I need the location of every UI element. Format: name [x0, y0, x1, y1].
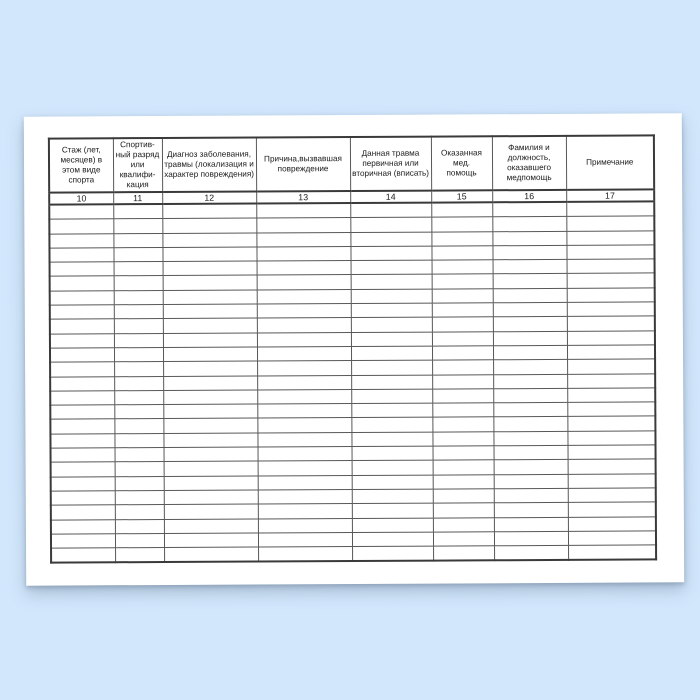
empty-cell	[567, 331, 655, 346]
column-header-11: Спортив- ный разряд или квалифи- кация	[113, 138, 162, 192]
empty-cell	[433, 489, 494, 504]
empty-cell	[51, 476, 115, 491]
empty-cell	[351, 418, 432, 433]
column-number-11: 11	[113, 192, 162, 204]
empty-cell	[114, 305, 163, 320]
column-header-15: Оказанная мед. помощь	[431, 136, 492, 190]
empty-cell	[114, 433, 163, 448]
empty-cell	[115, 462, 164, 477]
table-header	[49, 135, 654, 204]
empty-cell	[494, 546, 568, 561]
empty-cell	[257, 304, 351, 319]
empty-cell	[258, 461, 352, 476]
empty-cell	[350, 232, 431, 247]
empty-cell	[51, 448, 115, 463]
empty-cell	[163, 261, 257, 276]
empty-cell	[567, 373, 655, 388]
empty-cell	[162, 204, 256, 219]
empty-cell	[493, 388, 567, 403]
empty-cell	[567, 273, 655, 288]
empty-cell	[50, 362, 114, 377]
column-number-12: 12	[162, 192, 256, 204]
empty-cell	[432, 303, 493, 318]
empty-cell	[164, 547, 258, 562]
empty-cell	[568, 459, 656, 474]
empty-cell	[113, 219, 162, 234]
empty-cell	[568, 502, 656, 517]
empty-cell	[163, 361, 257, 376]
empty-cell	[257, 361, 351, 376]
empty-cell	[494, 460, 568, 475]
empty-cell	[433, 546, 494, 561]
empty-cell	[49, 233, 113, 248]
empty-cell	[432, 346, 493, 361]
empty-cell	[114, 419, 163, 434]
empty-cell	[432, 389, 493, 404]
empty-cell	[431, 202, 492, 217]
empty-cell	[163, 275, 257, 290]
column-number-13: 13	[256, 191, 350, 203]
empty-cell	[494, 531, 568, 546]
empty-cell	[567, 288, 655, 303]
empty-cell	[352, 518, 433, 533]
empty-cell	[163, 318, 257, 333]
table-body	[49, 201, 656, 563]
empty-cell	[431, 217, 492, 232]
empty-cell	[113, 233, 162, 248]
column-number-15: 15	[431, 190, 492, 202]
empty-cell	[433, 532, 494, 547]
empty-cell	[350, 246, 431, 261]
empty-cell	[163, 404, 257, 419]
empty-cell	[113, 247, 162, 262]
empty-cell	[257, 275, 351, 290]
empty-cell	[257, 289, 351, 304]
empty-cell	[49, 204, 113, 219]
empty-cell	[494, 445, 568, 460]
empty-cell	[164, 533, 258, 548]
empty-cell	[114, 405, 163, 420]
empty-cell	[50, 333, 114, 348]
empty-cell	[113, 204, 162, 219]
empty-cell	[568, 445, 656, 460]
empty-cell	[256, 218, 350, 233]
empty-cell	[568, 531, 656, 546]
empty-cell	[352, 475, 433, 490]
empty-cell	[566, 216, 654, 231]
empty-cell	[493, 260, 567, 275]
empty-cell	[114, 319, 163, 334]
empty-cell	[493, 331, 567, 346]
empty-cell	[494, 517, 568, 532]
empty-cell	[258, 504, 352, 519]
empty-cell	[164, 461, 258, 476]
empty-cell	[433, 474, 494, 489]
empty-cell	[432, 374, 493, 389]
column-header-13: Причина,вызвавшая повреждение	[256, 137, 350, 191]
empty-cell	[162, 233, 256, 248]
empty-row	[51, 545, 656, 563]
empty-cell	[567, 359, 655, 374]
empty-cell	[567, 316, 655, 331]
empty-cell	[493, 317, 567, 332]
empty-cell	[432, 331, 493, 346]
empty-cell	[568, 545, 656, 560]
empty-cell	[492, 231, 566, 246]
empty-cell	[494, 503, 568, 518]
column-number-10: 10	[49, 192, 113, 204]
empty-cell	[163, 376, 257, 391]
empty-cell	[115, 505, 164, 520]
document-sheet	[24, 113, 684, 585]
empty-cell	[257, 261, 351, 276]
empty-cell	[257, 432, 351, 447]
empty-cell	[351, 375, 432, 390]
empty-cell	[114, 390, 163, 405]
empty-cell	[114, 347, 163, 362]
empty-cell	[257, 375, 351, 390]
empty-cell	[115, 476, 164, 491]
empty-cell	[50, 391, 114, 406]
empty-cell	[115, 519, 164, 534]
empty-cell	[352, 446, 433, 461]
empty-cell	[352, 546, 433, 561]
empty-cell	[432, 260, 493, 275]
empty-cell	[258, 447, 352, 462]
empty-cell	[51, 519, 115, 534]
empty-cell	[566, 201, 654, 216]
empty-cell	[163, 347, 257, 362]
empty-cell	[162, 218, 256, 233]
empty-cell	[163, 304, 257, 319]
empty-cell	[51, 491, 115, 506]
empty-cell	[162, 247, 256, 262]
empty-cell	[351, 332, 432, 347]
empty-cell	[351, 360, 432, 375]
empty-cell	[351, 260, 432, 275]
empty-cell	[114, 276, 163, 291]
empty-cell	[257, 346, 351, 361]
injury-log-table	[48, 134, 657, 564]
empty-cell	[432, 274, 493, 289]
column-header-17: Примечание	[566, 135, 654, 189]
empty-cell	[431, 246, 492, 261]
empty-cell	[432, 289, 493, 304]
empty-cell	[50, 291, 114, 306]
empty-cell	[164, 447, 258, 462]
empty-cell	[50, 376, 114, 391]
empty-cell	[258, 532, 352, 547]
empty-cell	[352, 489, 433, 504]
empty-cell	[114, 333, 163, 348]
empty-cell	[493, 374, 567, 389]
empty-cell	[493, 288, 567, 303]
empty-cell	[567, 431, 655, 446]
column-number-14: 14	[350, 191, 431, 203]
empty-cell	[566, 245, 654, 260]
empty-cell	[493, 417, 567, 432]
empty-cell	[163, 333, 257, 348]
empty-cell	[493, 431, 567, 446]
empty-cell	[493, 403, 567, 418]
empty-cell	[257, 389, 351, 404]
empty-cell	[351, 432, 432, 447]
empty-cell	[258, 489, 352, 504]
column-header-14: Данная травма первичная или вторичная (вписать)	[350, 137, 431, 191]
column-header-12: Диагноз заболевания, травмы (локализация и характер повреждения)	[162, 138, 256, 192]
empty-cell	[50, 419, 114, 434]
empty-cell	[115, 533, 164, 548]
empty-cell	[432, 417, 493, 432]
empty-cell	[256, 203, 350, 218]
empty-cell	[567, 302, 655, 317]
empty-cell	[115, 448, 164, 463]
empty-cell	[114, 262, 163, 277]
empty-cell	[51, 505, 115, 520]
empty-cell	[351, 275, 432, 290]
empty-cell	[50, 305, 114, 320]
empty-cell	[351, 317, 432, 332]
empty-cell	[432, 432, 493, 447]
empty-cell	[493, 302, 567, 317]
empty-cell	[351, 289, 432, 304]
empty-cell	[115, 548, 164, 563]
empty-cell	[50, 348, 114, 363]
empty-cell	[568, 474, 656, 489]
empty-cell	[50, 276, 114, 291]
empty-cell	[257, 332, 351, 347]
empty-cell	[351, 303, 432, 318]
empty-cell	[258, 547, 352, 562]
empty-cell	[433, 460, 494, 475]
empty-cell	[431, 231, 492, 246]
empty-cell	[50, 434, 114, 449]
empty-cell	[164, 476, 258, 491]
empty-cell	[351, 346, 432, 361]
empty-cell	[432, 360, 493, 375]
empty-cell	[49, 219, 113, 234]
empty-cell	[433, 503, 494, 518]
empty-cell	[164, 504, 258, 519]
empty-cell	[257, 418, 351, 433]
empty-cell	[568, 488, 656, 503]
empty-cell	[567, 345, 655, 360]
empty-cell	[258, 518, 352, 533]
column-header-16: Фамилия и должность, оказавшего медпомощь	[492, 136, 566, 190]
empty-cell	[114, 376, 163, 391]
empty-cell	[492, 245, 566, 260]
empty-cell	[51, 548, 115, 563]
empty-cell	[352, 503, 433, 518]
column-number-17: 17	[566, 189, 654, 201]
empty-cell	[567, 388, 655, 403]
empty-cell	[49, 248, 113, 263]
empty-cell	[493, 360, 567, 375]
empty-cell	[163, 433, 257, 448]
empty-cell	[51, 534, 115, 549]
empty-cell	[352, 460, 433, 475]
empty-cell	[351, 389, 432, 404]
empty-cell	[163, 290, 257, 305]
empty-cell	[350, 217, 431, 232]
empty-cell	[433, 446, 494, 461]
empty-cell	[351, 403, 432, 418]
empty-cell	[492, 217, 566, 232]
empty-cell	[257, 318, 351, 333]
empty-cell	[350, 203, 431, 218]
empty-cell	[256, 246, 350, 261]
empty-cell	[50, 319, 114, 334]
empty-cell	[567, 259, 655, 274]
empty-cell	[164, 490, 258, 505]
empty-cell	[50, 405, 114, 420]
column-number-16: 16	[492, 190, 566, 202]
empty-cell	[494, 474, 568, 489]
empty-cell	[494, 488, 568, 503]
empty-cell	[432, 317, 493, 332]
empty-cell	[433, 517, 494, 532]
empty-cell	[492, 202, 566, 217]
empty-cell	[568, 516, 656, 531]
empty-cell	[256, 232, 350, 247]
empty-cell	[164, 519, 258, 534]
empty-cell	[493, 274, 567, 289]
empty-cell	[257, 404, 351, 419]
empty-cell	[115, 490, 164, 505]
empty-cell	[51, 462, 115, 477]
empty-cell	[567, 402, 655, 417]
empty-cell	[163, 418, 257, 433]
empty-cell	[432, 403, 493, 418]
empty-cell	[114, 362, 163, 377]
empty-cell	[566, 231, 654, 246]
empty-cell	[493, 345, 567, 360]
empty-cell	[258, 475, 352, 490]
empty-cell	[114, 290, 163, 305]
empty-cell	[352, 532, 433, 547]
empty-cell	[163, 390, 257, 405]
column-header-10: Стаж (лет, месяцев) в этом виде спорта	[49, 138, 113, 192]
header-row	[49, 135, 654, 192]
empty-cell	[50, 262, 114, 277]
empty-cell	[567, 416, 655, 431]
